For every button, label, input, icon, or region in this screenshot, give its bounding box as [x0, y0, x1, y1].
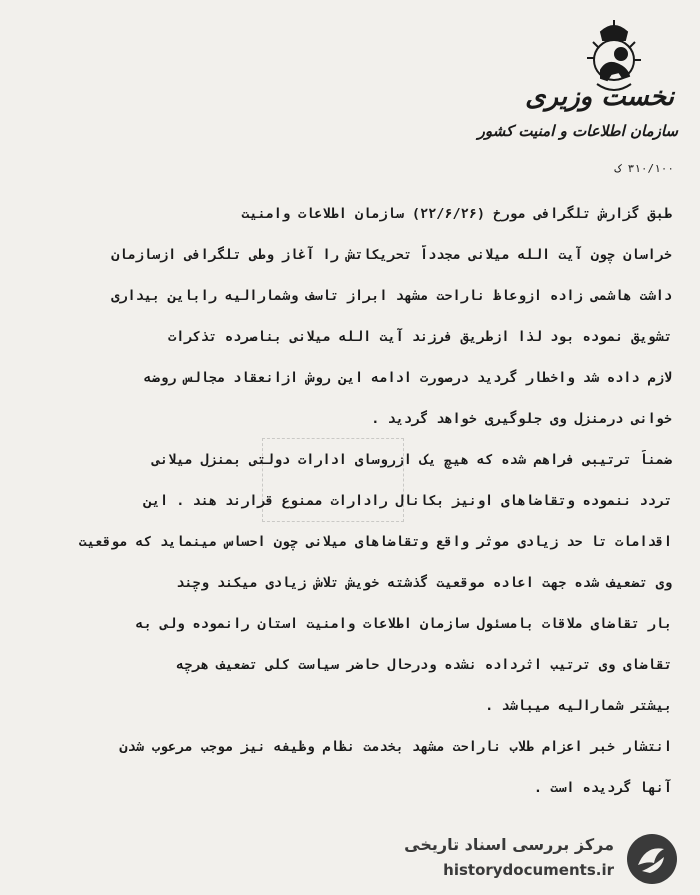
text-line: تشویق نموده بود لذا ازطریق فرزند آیت الله میلانی بناصرده تذکرات: [168, 329, 672, 345]
text-line: انتشار خبر اعزام طلاب ناراحت مشهد بخدمت نظام وظیفه نیز موجب مرعوب شدن: [119, 739, 672, 755]
text-line: خوانی درمنزل وی جلوگیری خواهد گردید .: [371, 411, 672, 427]
text-line: اقدامات تا حد زیادی موثر واقع وتقاضاهای میلانی چون احساس مینماید که موقعیت: [78, 534, 672, 550]
archive-logo-icon: [624, 831, 680, 887]
text-line: طبق گزارش تلگرافی مورخ (۲۲/۶/۲۶) سازمان اطلاعات وامنیت: [241, 206, 672, 222]
letter-body: [22, 204, 672, 819]
text-line: آنها گردیده است .: [533, 780, 672, 796]
reference-number: ۳۱۰/۱۰۰ ک: [614, 162, 674, 175]
archive-url: historydocuments.ir: [443, 861, 614, 879]
text-line: خراسان چون آیت الله میلانی مجدداً تحریکاتش را آغاز وطی تلگرافی ازسازمان: [111, 247, 672, 263]
paragraph: [22, 450, 672, 737]
text-line: بیشتر شمارالیه میباشد .: [485, 698, 672, 714]
text-line: بار تقاضای ملاقات بامسئول سازمان اطلاعات وامنیت استان رانموده ولی به: [135, 616, 672, 632]
archive-watermark: [404, 827, 686, 889]
text-line: ضمناً ترتیبی فراهم شده که هیچ یک ازروسای ادارات دولتی بمنزل میلانی: [151, 452, 672, 468]
archive-name: مرکز بررسی اسناد تاریخی: [404, 835, 614, 854]
organization-name: سازمان اطلاعات و امنیت کشور: [477, 122, 678, 140]
text-line: داشت هاشمی زاده ازوعاظ ناراحت مشهد ابراز تاسف وشمارالیه راباین بیداری: [111, 288, 672, 304]
text-line: تقاضای وی ترتیب اثرداده نشده ودرحال حاضر سیاست کلی تضعیف هرچه: [176, 657, 672, 673]
paragraph: [22, 737, 672, 819]
text-line: تردد ننموده وتقاضاهای اونیز بکانال رادارات ممنوع قرارند هند . این: [143, 493, 672, 509]
paragraph: [22, 204, 672, 450]
office-title: نخست وزیری: [525, 82, 674, 112]
text-line: لازم داده شد واخطار گردید درصورت ادامه این روش ازانعقاد مجالس روضه: [143, 370, 672, 386]
text-line: وی تضعیف شده جهت اعاده موقعیت گذشته خویش تلاش زیادی میکند وچند: [176, 575, 672, 591]
